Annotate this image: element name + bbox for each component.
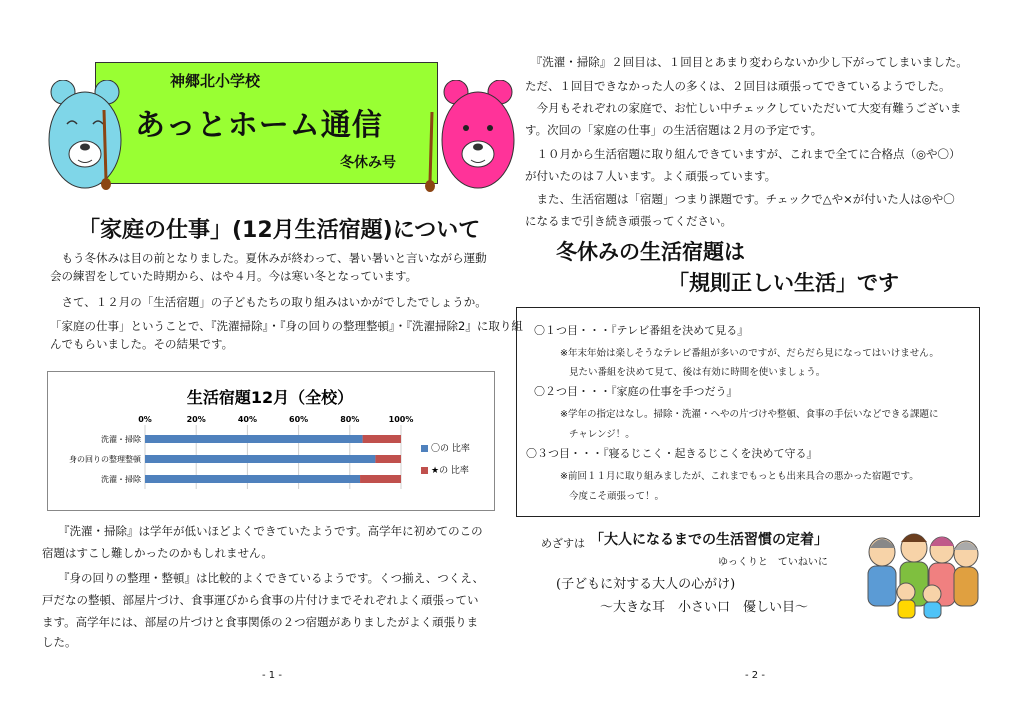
paragraph-line: また、生活宿題は「宿題」つまり課題です。チェックで△や×が付いた人は◎や〇 bbox=[525, 192, 955, 206]
paragraph-line: 『洗濯・掃除』は学年が低いほどよくできていたようです。高学年に初めてのこの bbox=[58, 524, 483, 538]
bar-segment bbox=[375, 455, 401, 463]
paragraph-line: 宿題はすこし難しかったのかもしれません。 bbox=[42, 546, 273, 560]
task-title: 〇２つ目・・・『家庭の仕事を手つだう』 bbox=[534, 385, 738, 398]
goal-prefix: めざすは bbox=[541, 537, 585, 550]
x-tick-label: 60% bbox=[289, 415, 309, 424]
paragraph-line: ます。高学年には、部屋の片づけと食事関係の２つ宿題がありましたがよく頑張りま bbox=[42, 615, 479, 629]
bar-segment bbox=[363, 435, 401, 443]
task-note: チャレンジ！。 bbox=[569, 429, 635, 440]
task-note: ※学年の指定はなし。掃除・洗濯・へやの片づけや整頓、食事の手伝いなどできる課題に bbox=[560, 409, 939, 420]
paragraph-line: した。 bbox=[42, 635, 77, 649]
legend-label: 〇の 比率 bbox=[431, 444, 470, 454]
family-illustration bbox=[862, 530, 984, 620]
bar-segment bbox=[145, 455, 375, 463]
x-tick-label: 100% bbox=[388, 415, 414, 424]
legend-swatch bbox=[421, 467, 428, 474]
paragraph-line: になるまで引き続き頑張ってください。 bbox=[525, 214, 732, 228]
paragraph-line: 会の練習をしていた時期から、はや４月。今は寒い冬となっています。 bbox=[50, 269, 418, 283]
task-note: 見たい番組を決めて見て、後は有効に時間を使いましょう。 bbox=[569, 367, 826, 378]
regular-life-heading: 「規則正しい生活」です bbox=[668, 271, 899, 295]
category-label: 身の回りの整理整頓 bbox=[69, 455, 141, 464]
paragraph-line: 「家庭の仕事」ということで、『洗濯掃除』・『身の回りの整理整頓』・『洗濯掃除2』に取り組 bbox=[50, 319, 523, 333]
paragraph-line: す。次回の「家庭の仕事」の生活宿題は２月の予定です。 bbox=[525, 123, 823, 137]
task-note: ※年末年始は楽しそうなテレビ番組が多いのですが、だらだら見になってはいけません。 bbox=[560, 348, 939, 359]
page-number: - 2 - bbox=[745, 670, 765, 681]
school-name: 神郷北小学校 bbox=[170, 72, 261, 90]
task-title: 〇１つ目・・・『テレビ番組を決めて見る』 bbox=[534, 324, 749, 337]
paragraph-line: もう冬休みは目の前となりました。夏休みが終わって、暑い暑いと言いながら運動 bbox=[50, 251, 487, 265]
paragraph-line: ただ、１回目できなかった人の多くは、２回目は頑張ってできているようでした。 bbox=[525, 79, 951, 93]
goal-main: 「大人になるまでの生活習慣の定着」 bbox=[590, 532, 828, 548]
paragraph-line: １０月から生活宿題に取り組んできていますが、これまで全てに合格点（◎や〇） bbox=[525, 147, 961, 161]
legend-label: ★の 比率 bbox=[431, 466, 469, 476]
paragraph-line: 『洗濯・掃除』２回目は、１回目とあまり変わらないか少し下がってしまいました。 bbox=[525, 55, 968, 69]
bar-segment bbox=[145, 475, 360, 483]
paragraph-line: さて、１２月の「生活宿題」の子どもたちの取り組みはいかがでしたでしょうか。 bbox=[50, 295, 487, 309]
x-tick-label: 20% bbox=[186, 415, 206, 424]
pink-bear-illustration bbox=[438, 80, 518, 192]
x-tick-label: 80% bbox=[340, 415, 360, 424]
newsletter-title: あっとホーム通信 bbox=[135, 108, 383, 143]
chart-title: 生活宿題12月（全校） bbox=[186, 388, 354, 407]
left-heading: 「家庭の仕事」(12月生活宿題)について bbox=[78, 218, 481, 243]
edition-label: 冬休み号 bbox=[340, 155, 396, 171]
category-label: 洗濯・掃除 bbox=[101, 475, 141, 484]
bar-chart bbox=[47, 371, 493, 509]
paragraph-line: んでもらいました。その結果です。 bbox=[50, 337, 234, 351]
motto-line: (子どもに対する大人の心がけ) bbox=[556, 577, 736, 592]
page-number: - 1 - bbox=[262, 670, 282, 681]
task-note: 今度こそ頑張って！。 bbox=[569, 491, 665, 502]
bar-segment bbox=[145, 435, 363, 443]
bar-segment bbox=[360, 475, 401, 483]
paragraph-line: 戸だなの整頓、部屋片づけ、食事運びから食事の片付けまでそれぞれよく頑張ってい bbox=[42, 593, 479, 607]
x-tick-label: 40% bbox=[237, 415, 257, 424]
paddle-icon bbox=[96, 110, 116, 190]
x-tick-label: 0% bbox=[138, 415, 152, 424]
paragraph-line: が付いたのは７人います。よく頑張っています。 bbox=[525, 169, 777, 183]
motto-line: ～大きな耳 小さい口 優しい目～ bbox=[600, 600, 809, 615]
winter-homework-heading: 冬休みの生活宿題は bbox=[556, 240, 745, 264]
legend-swatch bbox=[421, 445, 428, 452]
task-title: 〇３つ目・・・『寝るじこく・起きるじこくを決めて守る』 bbox=[526, 447, 818, 460]
goal-sub: ゆっくりと ていねいに bbox=[718, 557, 828, 568]
paragraph-line: 今月もそれぞれの家庭で、お忙しい中チェックしていただいて大変有難うございま bbox=[525, 101, 962, 115]
task-note: ※前回１１月に取り組みましたが、これまでもっとも出来具合の悪かった宿題です。 bbox=[560, 471, 919, 482]
category-label: 洗濯・掃除 bbox=[101, 435, 141, 444]
paragraph-line: 『身の回りの整理・整頓』は比較的よくできているようです。くつ揃え、つくえ、 bbox=[58, 571, 484, 585]
